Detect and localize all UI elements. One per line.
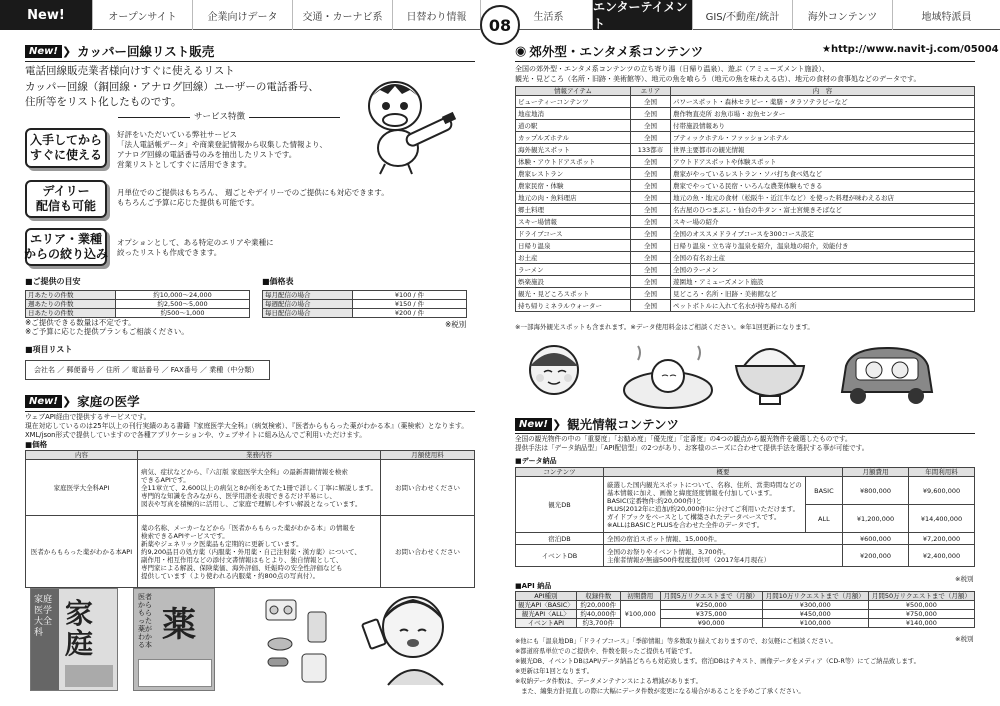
table-cell: 日帰り温泉・立ち寄り温泉を紹介，温泉地の紹介，効能付き: [671, 240, 975, 252]
table-row: [263, 300, 467, 309]
table-row: [263, 309, 467, 318]
table-row: [516, 619, 975, 628]
nav-item-gis[interactable]: GIS/不動産/統計: [692, 0, 792, 30]
table-cell: 毎日配信の場合: [263, 309, 353, 318]
cell-line: 薬の名称、メーカーなどから「医者からもらった薬がわかる本」の情報を: [141, 523, 356, 532]
table-row: [516, 533, 975, 545]
table-cell: お土産: [516, 252, 631, 264]
tax-note: ※税別: [955, 575, 974, 583]
table-cell: 海外観光スポット: [516, 144, 631, 156]
medical-price-title: ■価格: [25, 440, 48, 449]
table-header: 業務内容: [138, 451, 381, 460]
table-row: [516, 610, 975, 619]
guide-note-1: ※ご提供できる数量は不定です。: [25, 318, 136, 327]
tourism-note-6: また、編集方針見直しの際に大幅にデータ件数が変更になる場合があることを予めご了承ください。: [515, 688, 805, 695]
table-cell: 全国: [631, 156, 671, 168]
feature-label-daily: デイリー 配信も可能: [25, 180, 107, 218]
table-cell: 週あたりの件数: [26, 300, 116, 309]
tourism-line-2: 提供手法は「データ納品型」「API配信型」の2つがあり、お客様のニーズに合わせて提供手法を選択する事が可能です。: [515, 444, 869, 452]
table-cell: ラーメン: [516, 264, 631, 276]
table-cell: 全国: [631, 108, 671, 120]
items-title: ■項目リスト: [25, 345, 73, 354]
table-cell: カップルズホテル: [516, 132, 631, 144]
table-cell: パワースポット・森林セラピー・薬膳・タラソテラピーなど: [671, 96, 975, 108]
table-row: [516, 96, 975, 108]
table-cell: 農家でやっている民宿・いろんな農業体験もできる: [671, 180, 975, 192]
cell-line: PLUS(2012年に追加/約20,000件)に分けてご利用いただけます。: [607, 504, 800, 513]
api-table: [515, 591, 975, 628]
table-cell: 全国: [631, 180, 671, 192]
table-cell: ¥100,000: [620, 601, 660, 628]
table-cell: ¥300,000: [762, 601, 868, 610]
table-header: API種別: [516, 592, 577, 601]
table-cell: ¥7,200,000: [909, 533, 975, 545]
nav-item-overseas[interactable]: 海外コンテンツ: [792, 0, 892, 30]
table-cell: 観光API〈BASIC〉: [516, 601, 577, 610]
table-cell: 娯楽施設: [516, 276, 631, 288]
table-cell: 日帰り温泉: [516, 240, 631, 252]
table-cell: ¥9,600,000: [909, 477, 975, 505]
table-cell: 全国: [631, 132, 671, 144]
cell-line: 提供しています（より使われる内服薬・約800点の写真付）。: [141, 571, 320, 580]
table-cell: 観光API〈ALL〉: [516, 610, 577, 619]
table-cell: 133都市: [631, 144, 671, 156]
book-1-title: 家庭医学大全科: [34, 595, 53, 638]
divider: [25, 411, 475, 412]
suburban-table: [515, 86, 975, 312]
table-cell: 約20,000件: [576, 601, 620, 610]
table-row: [516, 87, 975, 96]
nav-item-entertainment[interactable]: エンターテイメント: [592, 0, 692, 30]
table-cell: [138, 460, 381, 516]
table-cell: BASIC: [805, 477, 842, 505]
nav-item-daily[interactable]: 日替わり情報: [392, 0, 480, 30]
tourism-title: 観光情報コンテンツ: [567, 417, 680, 432]
table-cell: 農作物直売所 お魚市場・お魚センター: [671, 108, 975, 120]
features-heading: サービス特徴: [190, 112, 249, 122]
book-cover-medicine-guide: 医者からもらった薬がわかる本 薬: [133, 588, 215, 691]
table-cell: 全国: [631, 96, 671, 108]
tourism-note-2: ※都道府県単位でのご提供や、件数を限ったご提供も可能です。: [515, 648, 696, 655]
table-cell: 地元の肉・魚料理店: [516, 192, 631, 204]
table-cell: 全国: [631, 300, 671, 312]
table-cell: ¥2,400,000: [909, 545, 975, 567]
table-cell: 観光・見どころスポット: [516, 288, 631, 300]
table-cell: 地元の魚・地元の食材（松阪牛・近江牛など）を使った料理が味わえるお店: [671, 192, 975, 204]
hot-spring-illustration: [618, 340, 718, 412]
table-row: [26, 460, 475, 516]
guide-table: [25, 290, 250, 318]
table-header: 月額費用: [843, 468, 909, 477]
feature-label-filter: エリア・業種 からの絞り込み: [25, 228, 107, 266]
table-cell: ¥450,000: [762, 610, 868, 619]
table-cell: ¥90,000: [660, 619, 762, 628]
table-cell: イベントAPI: [516, 619, 577, 628]
cell-line: ※ALLはBASICとPLUSを合わせた全件のデータです。: [607, 520, 764, 529]
table-cell: スキー場の紹介: [671, 216, 975, 228]
nav-new-tab[interactable]: New!: [0, 0, 92, 30]
table-cell: 遊園地・アミューズメント施設: [671, 276, 975, 288]
table-row: [516, 300, 975, 312]
suburban-note: ※一部海外観光スポットも含まれます。※データ使用料金はご相談ください。※年1回更新になります。: [515, 323, 814, 331]
price-table: [262, 290, 467, 318]
car-couple-illustration: [832, 336, 942, 410]
table-cell: 医者からもらった薬がわかる本API: [26, 516, 138, 588]
table-row: [516, 545, 975, 567]
table-cell: 農家がやっているレストラン・ソバ打ち食べ処など: [671, 168, 975, 180]
table-row: [516, 108, 975, 120]
table-cell: 約500～1,000: [116, 309, 250, 318]
table-cell: 全国: [631, 252, 671, 264]
table-row: [516, 288, 975, 300]
table-cell: ¥750,000: [868, 610, 974, 619]
table-row: [516, 601, 975, 610]
nav-item-corporate-data[interactable]: 企業向けデータ: [192, 0, 292, 30]
table-cell: ¥14,400,000: [909, 505, 975, 533]
table-row: [26, 516, 475, 588]
table-cell: 宿泊DB: [516, 533, 604, 545]
table-cell: 観光DB: [516, 477, 604, 533]
table-cell: スキー場情報: [516, 216, 631, 228]
medical-title: 家庭の医学: [77, 394, 140, 409]
cell-line: 基本情報に加え、画像と緯度経度情報を付加しています。: [607, 488, 776, 497]
cell-line: 専門家による解説、保険薬価、海外評価、妊娠時の安全性評価なども: [141, 563, 343, 572]
table-cell: お問い合わせください: [381, 460, 475, 516]
table-cell: 全国: [631, 192, 671, 204]
medical-line-3: XML/json形式で提供していますので各種アプリケーションや、ウェブサイトに組み込んでご利用いただけます。: [25, 431, 367, 439]
table-row: [26, 309, 250, 318]
new-badge: New!: [25, 45, 62, 58]
copper-title: カッパー回線リスト販売: [77, 44, 215, 59]
table-header: エリア: [631, 87, 671, 96]
table-cell: ¥250,000: [660, 601, 762, 610]
arrow-icon: ❯: [61, 394, 72, 408]
feature-text-1b: 「法人電話帳データ」や商業登記情報から収集した情報より、: [117, 140, 327, 149]
table-cell: 郷土料理: [516, 204, 631, 216]
table-row: [516, 468, 975, 477]
table-row: [516, 168, 975, 180]
table-cell: 約2,500～5,000: [116, 300, 250, 309]
medical-line-1: ウェブAPI経由で提供するサービスです。: [25, 413, 151, 421]
copper-header: [25, 42, 214, 60]
cell-line: 主催者情報が無適500件程度提供可（2017年4月現在）: [607, 555, 771, 564]
table-cell: 毎月配信の場合: [263, 291, 353, 300]
table-cell: 全国: [631, 204, 671, 216]
kappa-mascot-illustration: [350, 68, 460, 178]
table-header: 概要: [604, 468, 843, 477]
cell-line: 全11章立て、2,600以上の病気と8か所をあてた1冊で詳しく丁寧に解説します。: [141, 483, 378, 492]
table-row: [516, 144, 975, 156]
cell-line: 厳選した国内観光スポットについて、名称、住所、営業時間などの: [607, 480, 802, 489]
table-header: コンテンツ: [516, 468, 604, 477]
table-cell: 道の駅: [516, 120, 631, 132]
feature-text-3b: 絞ったリストも作成できます。: [117, 248, 222, 257]
feature-label-ready: 入手してから すぐに使える: [25, 128, 107, 168]
table-header: 初期費用: [620, 592, 660, 601]
table-cell: ¥200,000: [843, 545, 909, 567]
tourism-line-1: 全国の観光物件の中の「重要度」「お勧め度」「優先度」「定番度」の4つの観点から観光物件を厳選したものです。: [515, 435, 852, 443]
table-cell: 持ち帰りミネラルウォーター: [516, 300, 631, 312]
table-row: [516, 192, 975, 204]
table-cell: 全国: [631, 228, 671, 240]
table-row: [516, 132, 975, 144]
table-row: [516, 252, 975, 264]
table-row: [26, 291, 250, 300]
table-cell: 全国: [631, 276, 671, 288]
table-cell: 世界主要都市の観光情報: [671, 144, 975, 156]
cell-line: 病気、症状などから、『六訂版 家庭医学大全科』の最新書籍情報を検索: [141, 467, 348, 476]
table-cell: ¥500,000: [868, 601, 974, 610]
table-cell: 地産地消: [516, 108, 631, 120]
cell-line: 専門的な知識を含みながら、医学用語を表現できるだけ平易にし、: [141, 491, 336, 500]
table-cell: ドライブコース: [516, 228, 631, 240]
table-row: [516, 477, 975, 505]
nav-item-correspondent[interactable]: 地域特派員: [892, 0, 1000, 30]
table-cell: [604, 545, 843, 567]
table-cell: ¥150 / 件: [353, 300, 467, 309]
table-row: [516, 216, 975, 228]
cell-line: 図表や写真を積極的に活用し、ご家庭で理解しやすい解説となっています。: [141, 499, 362, 508]
table-cell: ¥200 / 件: [353, 309, 467, 318]
suburban-title: 郊外型・エンタメ系コンテンツ: [529, 44, 704, 59]
nav-item-life[interactable]: 生活系: [480, 0, 592, 30]
table-row: [516, 228, 975, 240]
tourism-data-table: [515, 467, 975, 567]
table-cell: 農家レストラン: [516, 168, 631, 180]
shaved-ice-illustration: [730, 336, 810, 412]
table-cell: イベントDB: [516, 545, 604, 567]
table-header: 月間50万リクエストまで（月額）: [868, 592, 974, 601]
table-cell: 全国のラーメン: [671, 264, 975, 276]
table-cell: 約3,700件: [576, 619, 620, 628]
table-cell: 名古屋のひつまぶし・仙台の牛タン・富士宮焼きそばなど: [671, 204, 975, 216]
tourism-note-3: ※観光DB、イベントDBはAPI/データ納品どちらも対応致します。宿泊DBはテキスト、画像データをメディア（CD-R等）にてご納品致します。: [515, 658, 920, 665]
tourism-note-5: ※収納データ件数は、データメンテナンスによる増減があります。: [515, 678, 702, 685]
cell-line: できるAPIです。: [141, 475, 190, 484]
table-cell: アウトドアスポットや体験スポット: [671, 156, 975, 168]
page-number: 08: [480, 5, 520, 45]
table-header: 内 容: [671, 87, 975, 96]
table-cell: ビューティーコンテンツ: [516, 96, 631, 108]
table-cell: 全国の宿泊スポット情報、15,000件。: [604, 533, 843, 545]
tourism-header: [515, 415, 679, 433]
table-cell: ブティックホテル・ファッションホテル: [671, 132, 975, 144]
table-cell: ¥800,000: [843, 477, 909, 505]
api-delivery-title: ■API 納品: [515, 582, 552, 590]
table-row: [516, 204, 975, 216]
cell-line: 約9,200品目の処方薬（内服薬・外用薬・自己注射薬・漢方薬）について、: [141, 547, 361, 556]
table-cell: 家庭医学大全科API: [26, 460, 138, 516]
divider: [515, 61, 975, 62]
table-cell: [138, 516, 381, 588]
tax-note: ※税別: [955, 635, 974, 643]
cell-line: ガイドブックをベースとして構築されたデータベースです。: [607, 512, 781, 521]
new-badge: New!: [515, 418, 552, 431]
copper-lead-2: カッパー回線（銅回線・アナログ回線）ユーザーの電話番号、: [25, 81, 319, 93]
table-cell: 農家民宿・体験: [516, 180, 631, 192]
book-2-title: 医者からもらった薬がわかる本: [138, 593, 152, 649]
table-cell: ¥100 / 件: [353, 291, 467, 300]
medical-header: [25, 392, 140, 410]
cell-line: BASIC(定番物件:約20,000件)と: [607, 496, 702, 505]
table-row: [26, 451, 475, 460]
table-cell: 全国: [631, 120, 671, 132]
table-header: 月間10万リクエストまで（月額）: [762, 592, 868, 601]
tourism-note-1: ※他にも「温泉地DB」「ドライブコース」「季節情報」等多数取り揃えておりますので、お気軽にご相談ください。: [515, 638, 837, 645]
spa-woman-illustration: [518, 336, 590, 408]
medical-table: [25, 450, 475, 588]
target-icon: ◉: [515, 43, 527, 59]
cell-line: 新薬やジェネリック医薬品も定期的に更新しています。: [141, 539, 303, 548]
table-cell: ペットボトルに入れて名水が持ち帰れる所: [671, 300, 975, 312]
table-cell: [604, 477, 806, 533]
suburban-url[interactable]: ★http://www.navit-j.com/05004: [822, 44, 999, 55]
table-row: [516, 240, 975, 252]
book-cover-home-medicine: 家庭医学大全科 家 庭: [30, 588, 118, 691]
guide-note-2: ※ご予算に応じた提供プランもご相談ください。: [25, 327, 189, 336]
table-cell: 見どころ・名所・旧跡・美術館など: [671, 288, 975, 300]
table-cell: ALL: [805, 505, 842, 533]
cell-line: 副作用・相互作用などの添付文書情報はもとより、独自情報として、: [141, 555, 343, 564]
table-cell: 全国のオススメドライブコースを300コース設定: [671, 228, 975, 240]
guide-title: ■ご提供の目安: [25, 277, 81, 286]
table-row: [516, 276, 975, 288]
cell-line: 検索できるAPIサービスです。: [141, 531, 229, 540]
table-header: 収録件数: [576, 592, 620, 601]
price-title: ■価格表: [262, 277, 294, 286]
table-row: [263, 291, 467, 300]
table-cell: ¥100,000: [762, 619, 868, 628]
table-cell: ¥375,000: [660, 610, 762, 619]
feature-text-2b: もちろんご予算に応じた提供も可能です。: [117, 198, 259, 207]
divider: [515, 433, 975, 434]
data-delivery-title: ■データ納品: [515, 457, 557, 465]
table-row: [516, 180, 975, 192]
table-header: 月額使用料: [381, 451, 475, 460]
items-list: 会社名 ／ 郵便番号 ／ 住所 ／ 電話番号 ／ FAX番号 ／ 業種（中分類）: [25, 360, 270, 380]
table-cell: 約40,000件: [576, 610, 620, 619]
table-cell: 約10,000～24,000: [116, 291, 250, 300]
tax-note: ※税別: [445, 320, 467, 329]
table-row: [516, 120, 975, 132]
table-cell: 全国: [631, 264, 671, 276]
suburban-line-2: 観光・見どころ（名所・旧跡・美術館等）、地元の魚を喰らう（地元の魚を味わえる店）、地元の食材の食事処などのデータです。: [515, 75, 921, 83]
table-row: [516, 592, 975, 601]
copper-lead-3: 住所等をリスト化したものです。: [25, 96, 182, 108]
table-cell: 日あたりの件数: [26, 309, 116, 318]
table-cell: 毎週配信の場合: [263, 300, 353, 309]
divider: [25, 61, 475, 62]
tourism-note-4: ※更新は年1回となります。: [515, 668, 594, 675]
table-header: 月間5万リクエストまで（月額）: [660, 592, 762, 601]
feature-text-1a: 好評をいただいている弊社サービス: [117, 130, 237, 139]
cell-line: 全国のお祭りやイベント情報、3,700件。: [607, 547, 730, 556]
arrow-icon: ❯: [551, 417, 562, 431]
suburban-header: [515, 42, 703, 60]
copper-lead-1: 電話回線販売業者様向けすぐに使えるリスト: [25, 65, 235, 77]
table-cell: ¥140,000: [868, 619, 974, 628]
nav-item-open-site[interactable]: オープンサイト: [92, 0, 192, 30]
table-cell: 全国: [631, 240, 671, 252]
nav-item-transport[interactable]: 交通・カーナビ系: [292, 0, 392, 30]
table-cell: 付帯施設情報あり: [671, 120, 975, 132]
feature-text-1d: 営業リストとしてすぐに活用できます。: [117, 160, 252, 169]
table-cell: 月あたりの件数: [26, 291, 116, 300]
table-cell: お問い合わせください: [381, 516, 475, 588]
person-taking-medicine-illustration: [358, 585, 470, 690]
table-row: [26, 300, 250, 309]
table-cell: 全国: [631, 288, 671, 300]
table-cell: ¥1,200,000: [843, 505, 909, 533]
table-row: [516, 264, 975, 276]
table-cell: 全国の有名お土産: [671, 252, 975, 264]
table-row: [516, 156, 975, 168]
pills-illustration: [258, 592, 344, 688]
feature-text-1c: アナログ回線の電話番号のみを抽出したリストです。: [117, 150, 297, 159]
arrow-icon: ❯: [61, 44, 72, 58]
table-header: 情報アイテム: [516, 87, 631, 96]
suburban-line-1: 全国の郊外型・エンタメ系コンテンツの立ち寄り湯（日帰り温泉）、遊ぶ（アミューズメント施設）、: [515, 65, 829, 73]
feature-text-2a: 月単位でのご提供はもちろん、 週ごとやデイリーでのご提供にも対応できます。: [117, 188, 389, 197]
table-header: 内容: [26, 451, 138, 460]
table-cell: ¥600,000: [843, 533, 909, 545]
medical-line-2: 現在対応しているのは25年以上の刊行実績のある書籍『家庭医学大全科』（病気検索）、『医者からもらった薬がわかる本』（薬検索）となります。: [25, 422, 469, 430]
table-cell: 全国: [631, 216, 671, 228]
table-header: 年間利用料: [909, 468, 975, 477]
new-badge: New!: [25, 395, 62, 408]
table-cell: 全国: [631, 168, 671, 180]
table-cell: 体験・アウトドアスポット: [516, 156, 631, 168]
feature-text-3a: オプションとして、ある特定のエリアや業種に: [117, 238, 274, 247]
